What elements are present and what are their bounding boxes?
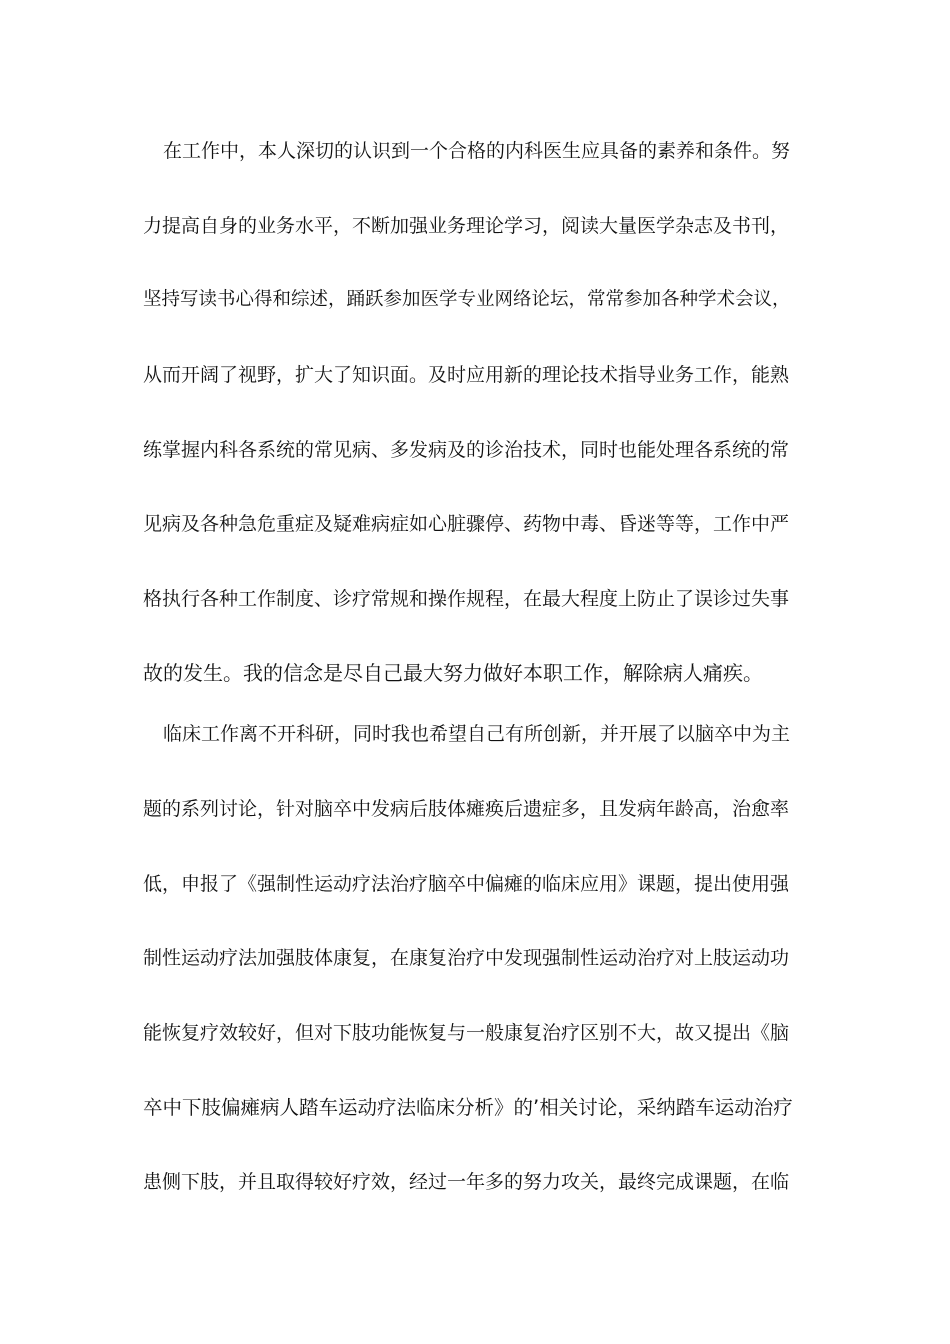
paragraph-2-line-6: 卒中下肢偏瘫病人踏车运动疗法临床分析》的’相关讨论，采纳踏车运动治疗 [143,1096,793,1119]
paragraph-1-line-2: 力提高自身的业务水平，不断加强业务理论学习，阅读大量医学杂志及书刊， [143,215,790,237]
paragraph-2-line-5: 能恢复疗效较好，但对下肢功能恢复与一般康复治疗区别不大，故又提出《脑 [143,1022,790,1044]
paragraph-1-line-1: 在工作中，本人深切的认识到一个合格的内科医生应具备的素养和条件。努 [163,140,791,162]
paragraph-2-line-4: 制性运动疗法加强肢体康复，在康复治疗中发现强制性运动治疗对上肢运动功 [143,947,790,969]
paragraph-2-line-3: 低，申报了《强制性运动疗法治疗脑卒中偏瘫的临床应用》课题，提出使用强 [143,873,790,895]
paragraph-1-line-5: 练掌握内科各系统的常见病、多发病及的诊治技术，同时也能处理各系统的常 [143,439,790,461]
paragraph-1-line-6: 见病及各种急危重症及疑难病症如心脏骤停、药物中毒、昏迷等等，工作中严 [143,513,790,535]
paragraph-2-line-7: 患侧下肢，并且取得较好疗效，经过一年多的努力攻关，最终完成课题，在临 [143,1171,790,1193]
paragraph-1-line-7: 格执行各种工作制度、诊疗常规和操作规程，在最大程度上防止了误诊过失事 [143,588,790,610]
paragraph-1-line-4: 从而开阔了视野，扩大了知识面。及时应用新的理论技术指导业务工作，能熟 [143,364,790,386]
paragraph-2-line-2: 题的系列讨论，针对脑卒中发病后肢体瘫痪后遗症多，且发病年龄高，治愈率 [143,798,790,820]
paragraph-1-line-3: 坚持写读书心得和综述，踊跃参加医学专业网络论坛，常常参加各种学术会议， [143,289,791,310]
paragraph-1-line-8: 故的发生。我的信念是尽自己最大努力做好本职工作，解除病人痛疾。 [143,661,763,685]
paragraph-2-line-1: 临床工作离不开科研，同时我也希望自己有所创新，并开展了以脑卒中为主 [163,723,791,745]
